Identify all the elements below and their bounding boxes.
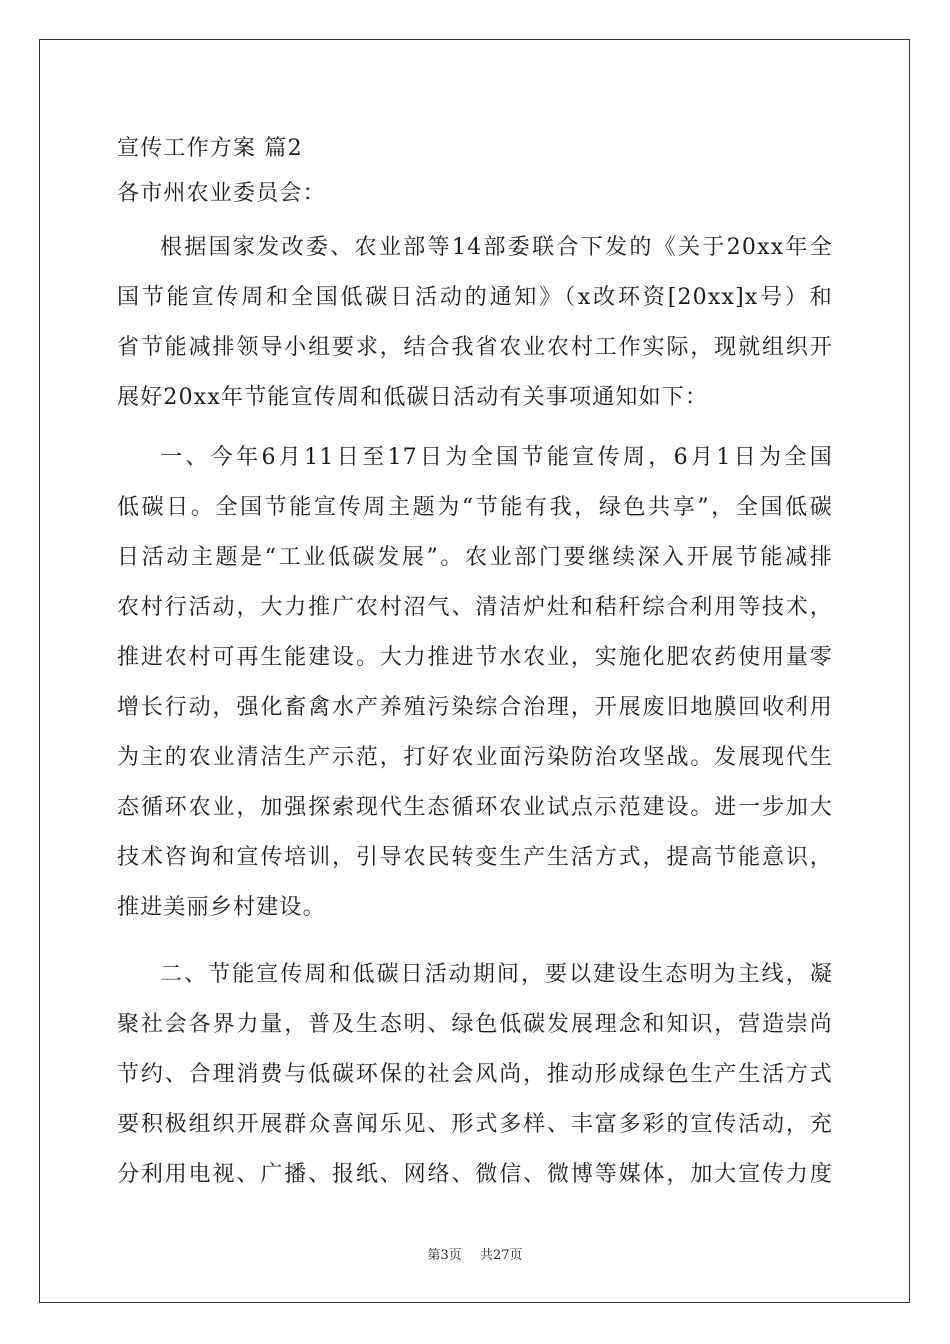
paragraph-line: 展好20xx年节能宣传周和低碳日活动有关事项通知如下： — [117, 385, 709, 410]
salutation: 各市州农业委员会： — [117, 181, 326, 206]
paragraph-line: 技术咨询和宣传培训，引导农民转变生产生活方式，提高节能意识， — [117, 845, 833, 870]
page-total: 共27页 — [480, 1248, 523, 1263]
paragraph-line: 要积极组织开展群众喜闻乐见、形式多样、丰富多彩的宣传活动，充 — [117, 1112, 833, 1137]
paragraph-line: 态循环农业，加强探索现代生态循环农业试点示范建设。进一步加大 — [117, 795, 833, 820]
paragraph-3 — [117, 950, 833, 1200]
paragraph-line: 聚社会各界力量，普及生态明、绿色低碳发展理念和知识，营造崇尚 — [117, 1012, 833, 1037]
paragraph-2 — [117, 433, 833, 933]
page-footer — [0, 1244, 950, 1263]
paragraph-1 — [117, 223, 833, 423]
paragraph-line: 分利用电视、广播、报纸、网络、微信、微博等媒体，加大宣传力度 — [117, 1162, 833, 1187]
paragraph-line: 省节能减排领导小组要求，结合我省农业农村工作实际，现就组织开 — [117, 335, 833, 360]
paragraph-line: 国节能宣传周和全国低碳日活动的通知》（x改环资[20xx]x号）和 — [117, 285, 833, 310]
paragraph-line: 低碳日。全国节能宣传周主题为“节能有我，绿色共享”，全国低碳 — [117, 495, 833, 520]
paragraph-line: 推进美丽乡村建设。 — [117, 895, 326, 920]
paragraph-line: 根据国家发改委、农业部等14部委联合下发的《关于20xx年全 — [160, 235, 833, 260]
paragraph-line: 农村行活动，大力推广农村沼气、清洁炉灶和秸秆综合利用等技术， — [117, 595, 833, 620]
paragraph-line: 增长行动，强化畜禽水产养殖污染综合治理，开展废旧地膜回收利用 — [117, 695, 833, 720]
paragraph-line: 为主的农业清洁生产示范，打好农业面污染防治攻坚战。发展现代生 — [117, 745, 833, 770]
document-title: 宣传工作方案 篇2 — [117, 136, 303, 161]
paragraph-line: 日活动主题是“工业低碳发展”。农业部门要继续深入开展节能减排 — [117, 545, 833, 570]
page-number: 第3页 — [427, 1248, 462, 1263]
paragraph-line: 推进农村可再生能建设。大力推进节水农业，实施化肥农药使用量零 — [117, 645, 833, 670]
paragraph-line: 一、今年6月11日至17日为全国节能宣传周，6月1日为全国 — [160, 445, 833, 470]
document-body — [117, 128, 833, 1200]
paragraph-line: 节约、合理消费与低碳环保的社会风尚，推动形成绿色生产生活方式 — [117, 1062, 833, 1087]
paragraph-line: 二、节能宣传周和低碳日活动期间，要以建设生态明为主线，凝 — [160, 962, 833, 987]
